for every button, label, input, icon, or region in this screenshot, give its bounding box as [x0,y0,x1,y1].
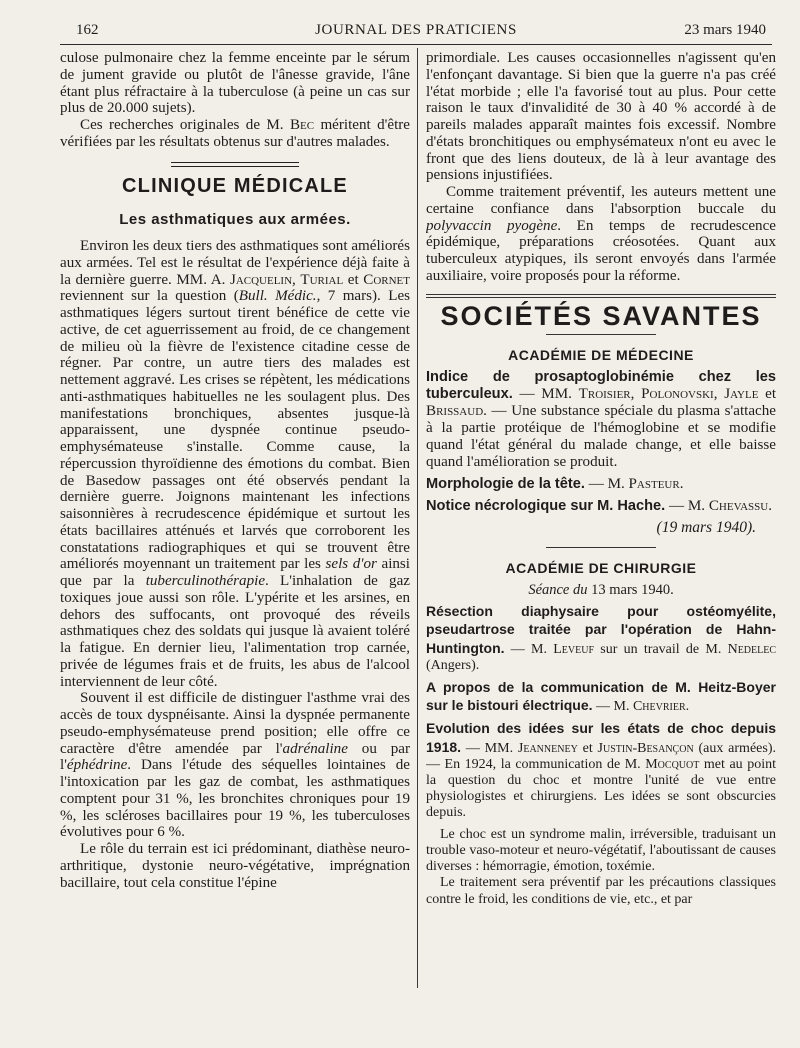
text: Souvent il est difficile de distinguer l'asthme vrai des accès de toux dyspnéisante. Ainsi la dyspnée permanente pseudo-emphysémateuse prend position; elle offre ce caractère d'être amendée par l' [60,690,410,757]
author-name: Chevassu [708,498,769,514]
title-rule [546,334,656,335]
text: , [713,386,725,402]
session-date: (19 mars 1940). [656,519,756,536]
text: reviennent sur la question ( [60,288,239,305]
author-name: Cornet [363,271,410,288]
emphasis: tuberculinothérapie [145,573,266,589]
paragraph: Le choc est un syndrome malin, irréversible, traduisant un trouble vaso-moteur et neuro-végétatif, l'aboutissant de causes diverses : hémorragie, émotion, toxémie. [426,826,776,875]
section-rule [426,294,776,298]
right-column [426,50,776,1028]
author-name: Leveuf [553,641,595,657]
text: . [768,498,773,514]
emphasis: adrénaline [282,740,348,757]
text: (Angers). [426,657,480,673]
paragraph: primordiale. Les causes occasionnelles n'agissent qu'en l'enfonçant davantage. Si bien que la guerre n'a pas créé l'état morbide ; elle l'a favorisé tout au plus. Pour cette raison le taux d'invalidité de 30 à 40 % accordé à de pareils malades apparaît maintes fois excessif. Nombre d'états bronchitiques ou emphysémateux n'ont eu avec le front que des liens douteux, de là à leur avantage des pensions injustifiées. [426,50,776,184]
paragraph [60,238,410,690]
page-number: 162 [76,22,99,38]
text: . — Une substance spéciale du plasma s'attache à la partie protéique de l'hémoglobine et se modifie quand l'état général du malade change, et elle baisse quand l'amélioration se produit. [426,403,776,470]
author-name: Bec [289,117,315,133]
column-divider [417,48,418,988]
emphasis: sels d'or [325,556,377,573]
text: (aux armées). — En 1924, la communication de M. [426,740,776,772]
text: , 7 mars). Les asthmatiques légers surtout tirent bénéfice de cette vie active, de cet aguerrissement au froid, de ce changement de milieu où la fièvre de l'existence citadine cesse de régner. Par contre, un autre tiers des malades est nettement aggravé. Les crises se répètent, les médications anti-asthmatiques habituelles ne les soulagent plus. Des manifestations bronchiques, absentes jusque-là apparaissent, une dyspnée continue pseudo-emphysémateuse s'installe. Comme cause, la répercussion thyroïdienne des émotions du combat. Bien de Basedow passages ont été observés pendant la dernière guerre. Joignons maintenant les infections saisonnières à recrudescence épidémique et surtout les états bacillaires atténués et larvés que corroborent les constatations radiographiques et qui se trouvent être améliorés moyennant un traitement par les [60,288,410,573]
session-entry [426,369,776,471]
text: . Dans l'étude des séquelles lointaines de l'intoxication par les gaz de combat, les asthmatiques comptent pour 31 %, les bronchites chroniques pour 19 %, les scléroses bacillaires pour 19 %, les tuberculoses évolutives pour 6 %. [60,757,410,841]
text: , [630,386,642,402]
text: — MM. [512,386,579,402]
reference: Bull. Médic. [238,288,317,305]
author-name: Brissaud [426,403,484,419]
text: et [758,386,776,402]
text: méritent d'être vérifiées par les résultats obtenus sur d'autres malades. [60,117,410,150]
text: . [679,476,684,492]
session-entry [426,679,776,715]
session-date [426,582,776,599]
text: ainsi que par la [60,556,410,589]
separator-rule [546,547,656,548]
entry-title: Morphologie de la tête. [426,476,585,492]
text: sur un travail de M. [594,641,728,657]
author-name: Jayle [724,386,759,402]
paragraph [426,184,776,285]
section-title: SOCIÉTÉS SAVANTES [440,300,762,331]
body-text [426,827,776,908]
journal-title: JOURNAL DES PRATICIENS [315,22,517,38]
text: — M. [592,699,633,715]
text: — MM. [461,740,518,756]
text: . [685,699,690,715]
issue-date: 23 mars 1940 [684,22,766,38]
left-column [60,50,410,1028]
emphasis: éphédrine [66,757,128,774]
academy-heading: ACADÉMIE DE MÉDECINE [508,347,694,364]
paragraph: culose pulmonaire chez la femme enceinte par le sérum de jument gravide ou plutôt de l'ânesse gravide, l'âne étant plus réfractaire à la tuberculose (à peine un cas sur plus de 20.000 sujets). [60,50,410,117]
session-entry [426,476,776,493]
entry-title: A propos de la communication de M. Heitz-Boyer sur le bistouri électrique. [426,679,776,714]
text: Comme traitement préventif, les auteurs mettent une certaine confiance dans l'absorption buccale du [426,184,776,217]
text: — M. [665,498,709,514]
text: — M. [584,476,629,492]
author-name: Jacquelin [229,271,293,288]
author-name: Chevrier [632,699,686,715]
article-title: Les asthmatiques aux armées. [119,211,351,229]
paragraph [60,117,410,151]
academy-heading: ACADÉMIE DE CHIRURGIE [505,559,697,576]
session-entry [426,498,776,515]
entry-title: Notice nécrologique sur M. Hache. [426,498,666,514]
paragraph [60,690,410,841]
paragraph: Le rôle du terrain est ici prédominant, diathèse neuro-arthritique, dystonie neuro-végétative, imprégnation bacillaire, tout cela constitue l'épine [60,841,410,891]
session-entry [426,603,776,674]
entry-title: Indice de prosaptoglobinémie chez les tuberculeux. [426,369,776,402]
text: Ces recherches originales de M. [80,117,290,133]
session-entry [426,720,776,821]
text: Séance du [528,581,592,598]
text: met au point la question du choc et montre l'unité de vue entre physiologistes et chirurgiens. Les idées se sont obscurcies depuis. [426,756,776,821]
text: . L'inhalation de gaz toxiques joue aussi son rôle. L'ypérite et les arsines, en dehors des suffocants, ont provoqué des réveils asthmatiques chez des soldats qui jusque là avaient toléré la fatigue. En dernier lieu, l'alimentation trop carnée, privée de légumes frais et de fruits, les abus de l'alcool interviennent de leur côté. [60,573,410,690]
text: et [343,271,364,288]
paragraph: Le traitement sera préventif par les précautions classiques contre le froid, les conditions de vie, etc., et par [426,875,776,907]
section-title: CLINIQUE MÉDICALE [122,174,348,197]
text: ou par l' [60,740,410,774]
author-name: Mocquot [645,756,700,772]
section-rule [171,162,299,167]
text: et [577,740,598,756]
text: . En temps de recrudescence épidémique, préparations créosotées. Quant aux tuberculeux atypiques, ils seront envoyés dans l'armée auxiliaire, voire proposés pour la réforme. [426,217,776,284]
entry-title: Evolution des idées sur les états de choc depuis 1918. [426,720,776,755]
running-header [60,20,772,45]
entry-title: Résection diaphysaire pour ostéomyélite, pseudartrose traitée par l'opération de Hahn-Huntington. [426,603,776,656]
author-name: Justin-Besançon [597,740,694,756]
text: , [292,271,301,288]
text: 13 mars [591,581,638,598]
emphasis: polyvaccin pyogène [426,217,558,234]
author-name: Polonovski [641,386,714,402]
text: 1940. [637,581,674,598]
text: — M. [504,641,554,657]
author-name: Nedelec [727,641,776,657]
author-name: Turial [300,271,344,288]
author-name: Jeanneney [517,740,578,756]
author-name: Troisier [578,386,631,402]
text: Environ les deux tiers des asthmatiques sont améliorés aux armées. Tel est le résultat de l'expérience déjà faite à la dernière guerre. MM. A. [60,238,410,288]
author-name: Pasteur [628,476,680,492]
